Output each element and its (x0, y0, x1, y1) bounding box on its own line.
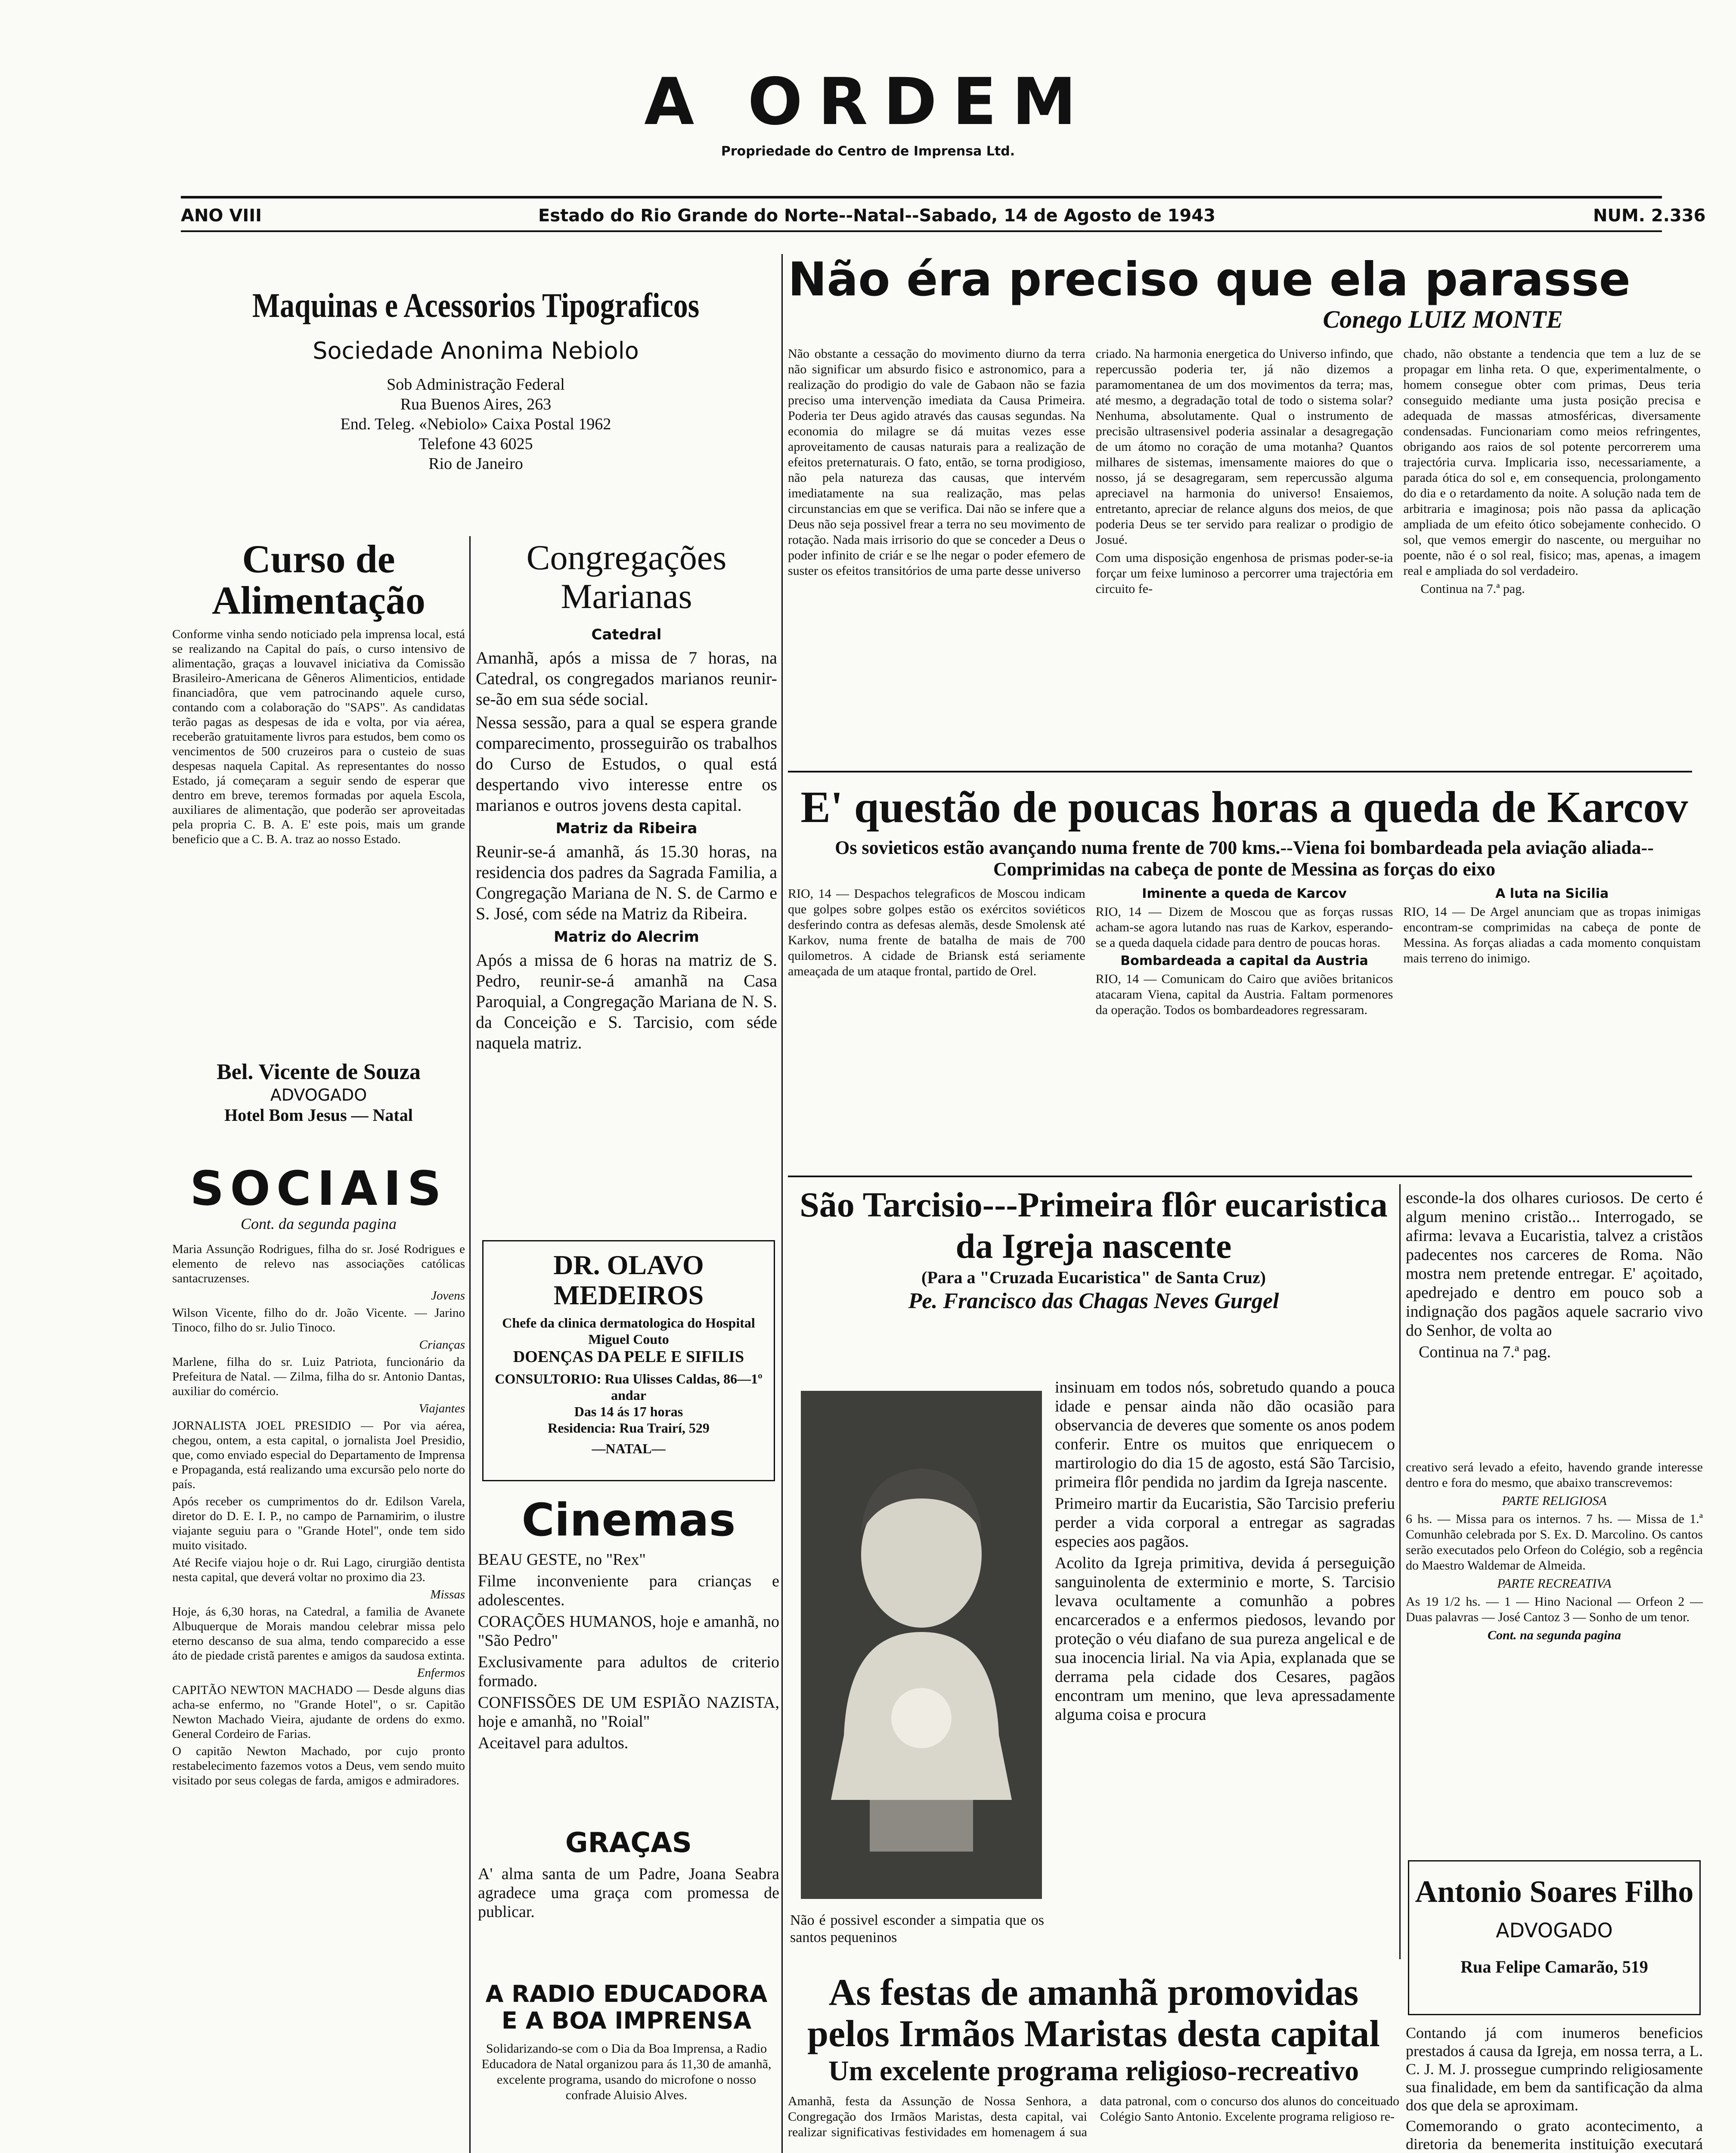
article-congregacoes (476, 538, 777, 1236)
paragraph: Após receber os cumprimentos do dr. Edilson Varela, diretor do D. E. I. P., no campo de Parnamirim, o ilustre viajante seguiu para o "Grande Hotel", onde tem sido muito visitado. (172, 1495, 465, 1552)
saint-tarcisio-photo (801, 1391, 1042, 1899)
paragraph: CAPITÃO NEWTON MACHADO — Desde alguns dias acha-se enfermo, no "Grande Hotel", o sr. Capitão Newton Machado Vieira, ajudante de ordens do exmo. General Cordeiro de Farias. (172, 1683, 465, 1741)
continued-note: Cont. da segunda pagina (240, 1215, 397, 1232)
ad-antonio (1408, 1860, 1701, 2015)
liga-continued (1406, 2024, 1703, 2153)
article-column: Não obstante a cessação do movimento diurno da terra não significar um absurdo fisico e astronomico, para a realização do prodigio do vale de Gabaon não se fazia preciso uma intervenção imediata da Causa Primeira. Poderia ter Deus agido através das causas segundas. Na economia do milagre se dá muitas vezes esse aproveitamento de causas naturais para a realização de efeitos preternaturais. O fato, então, se torna prodigioso, não pela natureza das causas, que intervém imediatamente na sua realização, mas pelas circunstancias em que se verifica. Dai não se infere que a Deus não seja possivel frear a terra no seu movimento de rotação. Nada mais irrisorio do que se conceder a Deus o poder infinito de criár e se lhe negar o poder efemero de suster os efeitos transitórios de uma parte desse universo (788, 347, 1085, 578)
article-column: Com uma disposição engenhosa de prismas poder-se-ia forçar um feixe luminoso a percorrer uma trajectória em circuito fe- (1095, 551, 1393, 596)
subhead: Catedral (591, 626, 662, 643)
ad-role: ADVOGADO (270, 1086, 367, 1104)
newspaper-subtitle: Propriedade do Centro de Imprensa Ltd. (721, 144, 1015, 159)
ad-name: Antonio Soares Filho (1415, 1874, 1694, 1909)
ad-line: Das 14 ás 17 horas (574, 1404, 683, 1419)
ad-name: Bel. Vicente de Souza (217, 1060, 421, 1084)
article-column: RIO, 14 — Despachos telegraficos de Moscou indicam que golpes sobre golpes estão os exércitos soviéticos desferindo contra as defesas alemãs, desde Smolensk até Karkov, numa frente de batalha de mais de 700 quilometros. A cidade de Briansk está seriamente ameaçada de um ataque frontal, partido de Orel. (788, 887, 1085, 978)
continued-note: Continua na 7.ª pag. (1419, 1343, 1551, 1361)
article-subtitle: (Para a "Cruzada Eucaristica" de Santa Cruz) (921, 1268, 1266, 1287)
dateline: Estado do Rio Grande do Norte--Natal--Sabado, 14 de Agosto de 1943 (538, 206, 1215, 226)
paragraph: As 19 1/2 hs. — 1 — Hino Nacional — Orfeon 2 — Duas palavras — José Cantoz 3 — Sonho de um tenor. (1406, 1595, 1703, 1624)
article-karcov (788, 784, 1701, 1180)
article-radio (476, 1981, 777, 2153)
subhead: Bombardeada a capital da Austria (1120, 953, 1368, 968)
ad-line: —NATAL— (592, 1441, 666, 1456)
article-title: Cinemas (521, 1494, 736, 1546)
ad-role: ADVOGADO (1496, 1919, 1613, 1942)
article-title: Curso de Alimentação (212, 537, 425, 622)
article-author: Conego LUIZ MONTE (1323, 305, 1563, 333)
article-title: GRAÇAS (565, 1827, 692, 1859)
ad-nebiolo-line: Telefone 43 6025 (418, 435, 533, 453)
ad-nebiolo (189, 284, 762, 525)
paragraph: esconde-la dos olhares curiosos. De certo é algum menino cristão... Interrogado, se afirma: levava a Eucaristia, talvez a cristãos padecentes nos carceres de Roma. Não mostra nem pretende entregar. E' açoitado, apedrejado e dentro em pouco sob a indignação dos pagãos aquele sacrario vivo do Senhor, de volta ao (1406, 1189, 1703, 1340)
article-cinemas (478, 1494, 779, 1796)
paragraph: Reunir-se-á amanhã, ás 15.30 horas, na residencia dos padres da Sagrada Familia, a Congregação Mariana de N. S. de Carmo e S. José, com séde na Matriz da Ribeira. (476, 842, 777, 923)
paragraph: Acolito da Igreja primitiva, devida á perseguição sanguinolenta de exterminio e morte, S. Tarcisio levava ocultamente a comunhão a pobres encarcerados e a enfermos piedosos, levando por proteção o véu diafano de sua pureza angelical e de sua inocencia lirial. Na via Apia, explanada que se derrama pela cidade dos Cesares, pagãos encontram um menino, que leva apressadamente alguma coisa e procura (1055, 1554, 1395, 1724)
paragraph: Marlene, filha do sr. Luiz Patriota, funcionário da Prefeitura de Natal. — Zilma, filha do sr. Antonio Dantas, auxiliar do comércio. (172, 1355, 465, 1398)
ad-vicente (181, 1059, 456, 1145)
paragraph: Nessa sessão, para a qual se espera grande comparecimento, prosseguirão os trabalhos do Curso de Estudos, o qual está despertando vivo interesse entre os marianos e outros jovens desta capital. (476, 713, 777, 815)
article-column (1055, 1378, 1395, 1964)
article-column: chado, não obstante a tendencia que tem a luz de se propagar em linha reta. O que, experimentalmente, o homem consegue obter com primas, Deus teria conseguido mediante uma justa posição precisa e adequada de massas atmosféricas, diversamente condensadas. Funcionariam como meios refringentes, obrigando aos raios de sol potente percorrerem uma trajectória curva. Implicaria isso, necessariamente, a parada ótica do sol e, em consequencia, prolongamento do dia e o retardamento da noite. A solução nada tem de arbitraria e imaginosa; pois não passa da aplicação ampliada de um efeito ótico sobejamente conhecido. O sol, que vemos emergir do nascente, ou merguihar no poente, não é o sol real, fisico; mas, apenas, a imagem real e ampliada do sol verdadeiro. (1403, 347, 1701, 578)
ad-line: CONSULTORIO: Rua Ulisses Caldas, 86—1º andar (495, 1371, 763, 1403)
paragraph: RIO, 14 — De Argel anunciam que as tropas inimigas encontram-se comprimidas na cabeça de ponte de Messina. As forças aliadas a cada momento conquistam mais terreno do inimigo. (1403, 905, 1701, 965)
issue-number: NUM. 2.336 (1593, 206, 1706, 226)
newspaper-title: A ORDEM (644, 65, 1092, 140)
ad-name: DR. OLAVO MEDEIROS (553, 1250, 704, 1310)
masthead-rule-bottom (181, 230, 1662, 232)
section-rule (788, 1176, 1692, 1177)
subhead: Matriz da Ribeira (555, 820, 698, 837)
bust-illustration (801, 1391, 1042, 1899)
subhead: PARTE RELIGIOSA (1502, 1494, 1607, 1508)
paragraph: Hoje, ás 6,30 horas, na Catedral, a familia de Avanete Albuquerque de Morais mandou celebrar missa pelo eterno descanso de sua alma, tendo comparecido a esse áto de piedade cristã parentes e amigos da saudosa extinta. (172, 1605, 465, 1663)
ad-nebiolo-line: Rio de Janeiro (428, 455, 523, 473)
subhead: A luta na Sicilia (1495, 886, 1609, 901)
ad-line: Chefe da clinica dermatologica do Hospital Miguel Couto (502, 1315, 755, 1347)
subhead: Enfermos (417, 1666, 465, 1680)
paragraph: insinuam em todos nós, sobretudo quando a pouca idade e pensar ainda não dão ocasião para observancia de deveres que somente os anos podem conferir. Entre os muitos que enriquecem o martirologio do dia 15 de agosto, está São Tarcisio, primeira flôr pendida no jardim da Igreja nascente. (1055, 1378, 1395, 1491)
paragraph: Aceitavel para adultos. (478, 1734, 629, 1752)
paragraph: Até Recife viajou hoje o dr. Rui Lago, cirurgião dentista nesta capital, que deverá voltar no proximo dia 23. (172, 1556, 465, 1584)
paragraph: Contando já com inumeros beneficios prestados á causa da Igreja, em nossa terra, a L. C. J. M. J. prossegue cumprindo religiosamente sua finalidade, em bem da santificação da alma dos que dela se aproximam. (1406, 2024, 1703, 2114)
festas-continued (1406, 1460, 1703, 1761)
column-divider (1399, 1184, 1401, 1959)
article-gracas (478, 1826, 779, 1955)
article-subtitle: Os sovieticos estão avançando numa frente de 700 kms.--Viena foi bombardeada pela aviação aliada--Comprimidas na cabeça de ponte de Messina as forças do eixo (835, 837, 1654, 880)
paragraph: Comemorando o grato acontecimento, a diretoria da benemerita instituição executará (1406, 2117, 1703, 2153)
paragraph: RIO, 14 — Dizem de Moscou que as forças russas acham-se agora lutando nas ruas de Karkov, esperando-se a queda daquela cidade para dentro de poucas horas. (1095, 905, 1393, 950)
subhead: Missas (430, 1588, 465, 1601)
ad-nebiolo-company: Sociedade Anonima Nebiolo (313, 337, 639, 364)
paragraph: JORNALISTA JOEL PRESIDIO — Por via aérea, chegou, ontem, a esta capital, o jornalista Joel Presidio, que, como enviado especial do Departamento de Imprensa e Propaganda, está realizando uma excursão pelo norte do país. (172, 1419, 465, 1491)
ad-nebiolo-line: Rua Buenos Aires, 263 (400, 395, 552, 413)
paragraph: RIO, 14 — Comunicam do Cairo que aviões britanicos atacaram Viena, capital da Austria. Faltam pormenores da operação. Todos os bombardeadores regressaram. (1095, 972, 1393, 1017)
ad-address: Rua Felipe Camarão, 519 (1460, 1957, 1648, 1976)
article-title: SOCIAIS (190, 1161, 447, 1216)
paragraph: CORAÇÕES HUMANOS, hoje e amanhã, no "São Pedro" (478, 1613, 779, 1650)
ad-nebiolo-title: Maquinas e Acessorios Tipograficos (252, 287, 700, 325)
article-title: Congregações Marianas (526, 538, 727, 616)
subhead: Viajantes (418, 1402, 465, 1415)
article-author: Pe. Francisco das Chagas Neves Gurgel (908, 1289, 1279, 1313)
paragraph: Amanhã, após a missa de 7 horas, na Catedral, os congregados marianos reunir-se-ão em sua séde social. (476, 648, 777, 709)
paragraph: Primeiro martir da Eucaristia, São Tarcisio preferiu perder a vida corporal a entregar as sagradas especies aos pagãos. (1055, 1495, 1395, 1551)
masthead (0, 65, 1736, 159)
ad-nebiolo-line: Sob Administração Federal (387, 375, 565, 394)
paragraph: creativo será levado a efeito, havendo grande interesse dentro e fora do mesmo, que abaixo transcrevemos: (1406, 1460, 1703, 1490)
article-curso (172, 538, 465, 1033)
paragraph: O capitão Newton Machado, por cujo pronto restabelecimento fazemos votos a Deus, vem sendo muito visitado por seus colegas de farda, amigos e admiradores. (172, 1744, 465, 1787)
paragraph: Após a missa de 6 horas na matriz de S. Pedro, reunir-se-á amanhã na Casa Paroquial, a Congregação Mariana de N. S. da Conceição e S. Tarcisio, com séde naquela matriz. (476, 950, 777, 1052)
subhead: Iminente a queda de Karcov (1142, 886, 1347, 901)
article-body: A' alma santa de um Padre, Joana Seabra agradece uma graça com promessa de publicar. (478, 1865, 779, 1921)
masthead-rule-top (181, 196, 1662, 199)
article-subtitle: Um excelente programa religioso-recreativo (828, 2055, 1359, 2087)
article-body: Conforme vinha sendo noticiado pela imprensa local, está se realizando na Capital do país, o curso intensivo de alimentação, graças a louvavel iniciativa da Comissão Brasileiro-Americana de Gêneros Alimenticios, entidade financiadôra, que vem patrocinando aquele curso, contando com a colaboração do "SAPS". As candidatas terão pagas as despesas de ida e volta, por via aérea, receberão gratuitamente livros para estudos, bem como os vencimentos de 500 cruzeiros para o custeio de suas despesas naquela Capital. As representantes do nosso Estado, já começaram a seguir sendo de esperar que dentro em breve, teremos formadas por aquela Escola, auxiliares de alimentação, que poderão ser aproveitadas pela propria C. B. A. E' este pois, mais um grande beneficio que a C. B. A. traz ao nosso Estado. (172, 627, 465, 846)
article-column: criado. Na harmonia energetica do Universo infindo, que repercussão poderia ter, já não dizemos a paramomentanea de um dos movimentos da terra; mas, até mesmo, a degradação total de todo o sistema solar? Nenhuma, absolutamente. Qual o instrumento de precisão ultrasensivel poderia assinalar a desagregação de um átomo no coração de uma motanha? Quantos milhares de sistemas, imensamente maiores do que o nosso, já se desagregaram, sem repercussão alguma apreciavel na harmonia do universo! Ensaiemos, entretanto, apreciar de relance alguns dos meios, de que poderia Deus se ter servido para realizar o prodigio de Josué. (1095, 347, 1393, 547)
ad-olavo (482, 1240, 775, 1481)
issue-year: ANO VIII (181, 206, 262, 226)
ad-nebiolo-line: End. Teleg. «Nebiolo» Caixa Postal 1962 (340, 415, 611, 433)
article-body: Amanhã, festa da Assunção de Nossa Senhora, a Congregação dos Irmãos Maristas, desta capital, vai realizar significativas festividades em homenagem á sua data patronal, com o concurso dos alunos do conceituado Colégio Santo Antonio. Excelente programa religioso re- (788, 2094, 1399, 2139)
paragraph: BEAU GESTE, no "Rex" (478, 1551, 646, 1569)
continued-note: Continua na 7.ª pag. (1420, 582, 1525, 596)
paragraph: Wilson Vicente, filho do dr. João Vicente. — Jarino Tinoco, filho do sr. Julio Tinoco. (172, 1306, 465, 1334)
article-sociais (172, 1163, 465, 2153)
article-nao-era (788, 254, 1701, 758)
ad-address: Hotel Bom Jesus — Natal (224, 1105, 413, 1125)
article-title: As festas de amanhã promovidas pelos Irmãos Maristas desta capital (807, 1972, 1380, 2055)
column-divider (781, 536, 783, 2153)
article-title: Não éra preciso que ela parasse (788, 253, 1631, 307)
paragraph: Exclusivamente para adultos de criterio formado. (478, 1653, 779, 1690)
subhead: PARTE RECREATIVA (1497, 1576, 1612, 1591)
paragraph: CONFISSÕES DE UM ESPIÃO NAZISTA, hoje e amanhã, no "Roial" (478, 1694, 779, 1731)
continued-note: Cont. na segunda pagina (1487, 1628, 1621, 1642)
article-title: A RADIO EDUCADORA E A BOA IMPRENSA (485, 1980, 768, 2034)
ad-line: Residencia: Rua Trairí, 529 (548, 1420, 710, 1436)
article-body: Solidarizando-se com o Dia da Boa Imprensa, a Radio Educadora de Natal organizou para ás 11,30 de amanhã, excelente programa, usando do microfone o nosso confrade Aluisio Alves. (481, 2041, 772, 2102)
photo-caption: Não é possivel esconder a simpatia que os santos pequeninos (790, 1912, 1044, 1945)
paragraph: 6 hs. — Missa para os internos. 7 hs. — Missa de 1.ª Comunhão celebrada por S. Ex. D. Marcolino. Os cantos serão executados pelo Orfeon do Colégio, sob a regência do Maestro Waldemar de Almeida. (1406, 1512, 1703, 1573)
column-divider (469, 536, 471, 2153)
article-title: São Tarcisio---Primeira flôr eucaristica da Igreja nascente (800, 1185, 1388, 1266)
article-column (1406, 1188, 1703, 1464)
ad-line: DOENÇAS DA PELE E SIFILIS (513, 1348, 744, 1366)
article-title: E' questão de poucas horas a queda de Karcov (800, 782, 1688, 832)
subhead: Matriz do Alecrim (554, 928, 699, 946)
paragraph: Filme inconveniente para crianças e adolescentes. (478, 1572, 779, 1609)
paragraph: Maria Assunção Rodrigues, filha do sr. José Rodrigues e elemento de relevo nas associações católicas santacruzenses. (172, 1242, 465, 1285)
article-festas (788, 1972, 1399, 2153)
subhead: Crianças (419, 1338, 465, 1352)
section-rule (788, 771, 1692, 772)
subhead: Jovens (431, 1289, 465, 1303)
